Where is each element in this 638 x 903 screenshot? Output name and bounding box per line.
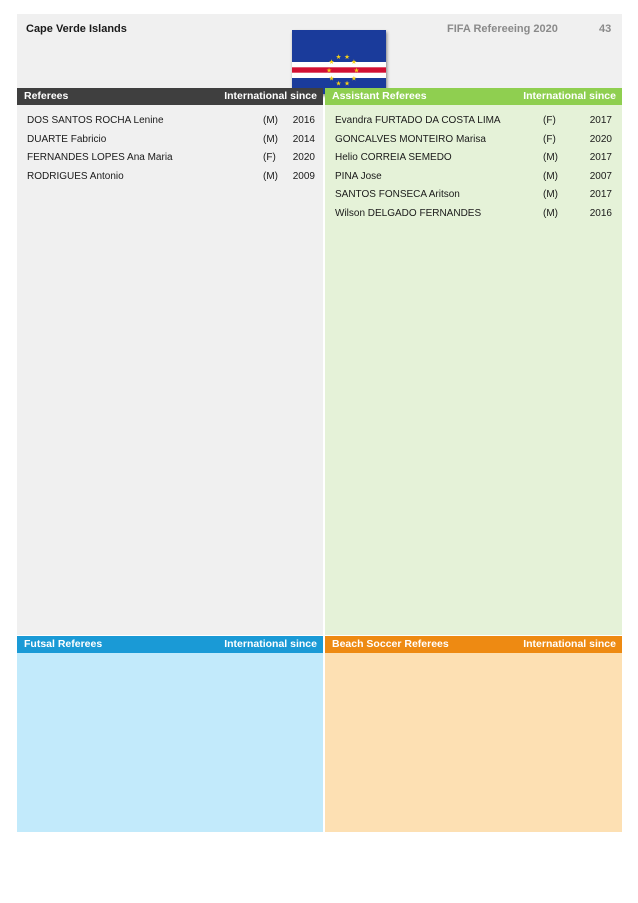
list-item bbox=[325, 149, 622, 168]
referee-name: Wilson DELGADO FERNANDES bbox=[335, 207, 482, 219]
referee-name: Evandra FURTADO DA COSTA LIMA bbox=[335, 115, 501, 126]
beach-soccer-referees-header bbox=[325, 636, 622, 653]
international-since-year: 2017 bbox=[589, 115, 612, 126]
international-since-year: 2017 bbox=[589, 152, 612, 163]
publication-title: FIFA Refereeing 2020 bbox=[447, 23, 558, 35]
international-since-year: 2020 bbox=[589, 133, 612, 145]
international-since-label: International since bbox=[224, 90, 317, 102]
section-title: Futsal Referees bbox=[24, 638, 103, 650]
referee-gender: (M) bbox=[263, 170, 278, 182]
international-since-year: 2014 bbox=[292, 133, 315, 145]
svg-text:★: ★ bbox=[350, 58, 357, 67]
referee-gender: (F) bbox=[543, 115, 556, 126]
page-header bbox=[17, 14, 622, 88]
referee-gender: (F) bbox=[263, 152, 276, 163]
referee-name: Helio CORREIA SEMEDO bbox=[335, 152, 452, 163]
international-since-year: 2016 bbox=[292, 115, 315, 126]
svg-text:★: ★ bbox=[353, 66, 360, 75]
list-item bbox=[17, 149, 323, 168]
list-item bbox=[325, 186, 622, 205]
page-number: 43 bbox=[599, 23, 612, 35]
beach-soccer-referees-list bbox=[325, 653, 622, 660]
section-title: Beach Soccer Referees bbox=[332, 638, 449, 650]
svg-text:★: ★ bbox=[328, 74, 335, 83]
international-since-year: 2020 bbox=[292, 152, 315, 163]
referees-list bbox=[17, 105, 323, 186]
svg-text:★: ★ bbox=[326, 66, 332, 75]
assistant-referees-list bbox=[325, 105, 622, 223]
international-since-year: 2016 bbox=[589, 207, 612, 219]
section-title: Referees bbox=[24, 90, 69, 102]
referee-gender: (M) bbox=[543, 189, 558, 200]
international-since-year: 2009 bbox=[292, 170, 315, 182]
referee-name: SANTOS FONSECA Aritson bbox=[335, 189, 460, 200]
svg-text:★: ★ bbox=[350, 74, 357, 83]
referee-name: DUARTE Fabricio bbox=[27, 133, 107, 145]
list-item bbox=[325, 168, 622, 187]
list-item bbox=[325, 205, 622, 224]
referee-name: RODRIGUES Antonio bbox=[27, 170, 124, 182]
section-title: Assistant Referees bbox=[332, 90, 427, 102]
referee-gender: (M) bbox=[263, 115, 278, 126]
beach-soccer-referees-section bbox=[325, 636, 622, 832]
referee-gender: (M) bbox=[543, 152, 558, 163]
referee-gender: (M) bbox=[543, 207, 558, 219]
international-since-year: 2017 bbox=[589, 189, 612, 200]
referee-gender: (M) bbox=[263, 133, 278, 145]
referee-gender: (F) bbox=[543, 133, 556, 145]
svg-text:★: ★ bbox=[328, 58, 335, 67]
list-item bbox=[325, 112, 622, 131]
beach-soccer-referees-list-panel bbox=[325, 653, 622, 832]
assistant-referees-list-panel bbox=[325, 105, 622, 635]
assistant-referees-header bbox=[325, 88, 622, 105]
cape-verde-flag-icon bbox=[292, 30, 386, 94]
futsal-referees-section bbox=[17, 636, 323, 832]
referee-name: GONCALVES MONTEIRO Marisa bbox=[335, 133, 486, 145]
futsal-referees-header bbox=[17, 636, 323, 653]
futsal-referees-list-panel bbox=[17, 653, 323, 832]
list-item bbox=[325, 131, 622, 150]
referees-header bbox=[17, 88, 323, 105]
international-since-label: International since bbox=[523, 638, 616, 650]
referees-list-panel bbox=[17, 105, 323, 635]
list-item bbox=[17, 168, 323, 187]
referee-gender: (M) bbox=[543, 170, 558, 182]
international-since-year: 2007 bbox=[589, 170, 612, 182]
international-since-label: International since bbox=[224, 638, 317, 650]
svg-text:★: ★ bbox=[335, 79, 342, 88]
svg-text:★: ★ bbox=[344, 79, 350, 88]
svg-text:★: ★ bbox=[344, 53, 350, 61]
international-since-label: International since bbox=[523, 90, 616, 102]
country-title: Cape Verde Islands bbox=[26, 23, 127, 35]
referee-name: FERNANDES LOPES Ana Maria bbox=[27, 152, 173, 163]
futsal-referees-list bbox=[17, 653, 323, 660]
referees-section bbox=[17, 88, 323, 635]
assistant-referees-section bbox=[325, 88, 622, 635]
list-item bbox=[17, 131, 323, 150]
referee-name: DOS SANTOS ROCHA Lenine bbox=[27, 115, 164, 126]
svg-text:★: ★ bbox=[335, 53, 342, 61]
list-item bbox=[17, 112, 323, 131]
referee-name: PINA Jose bbox=[335, 170, 382, 182]
